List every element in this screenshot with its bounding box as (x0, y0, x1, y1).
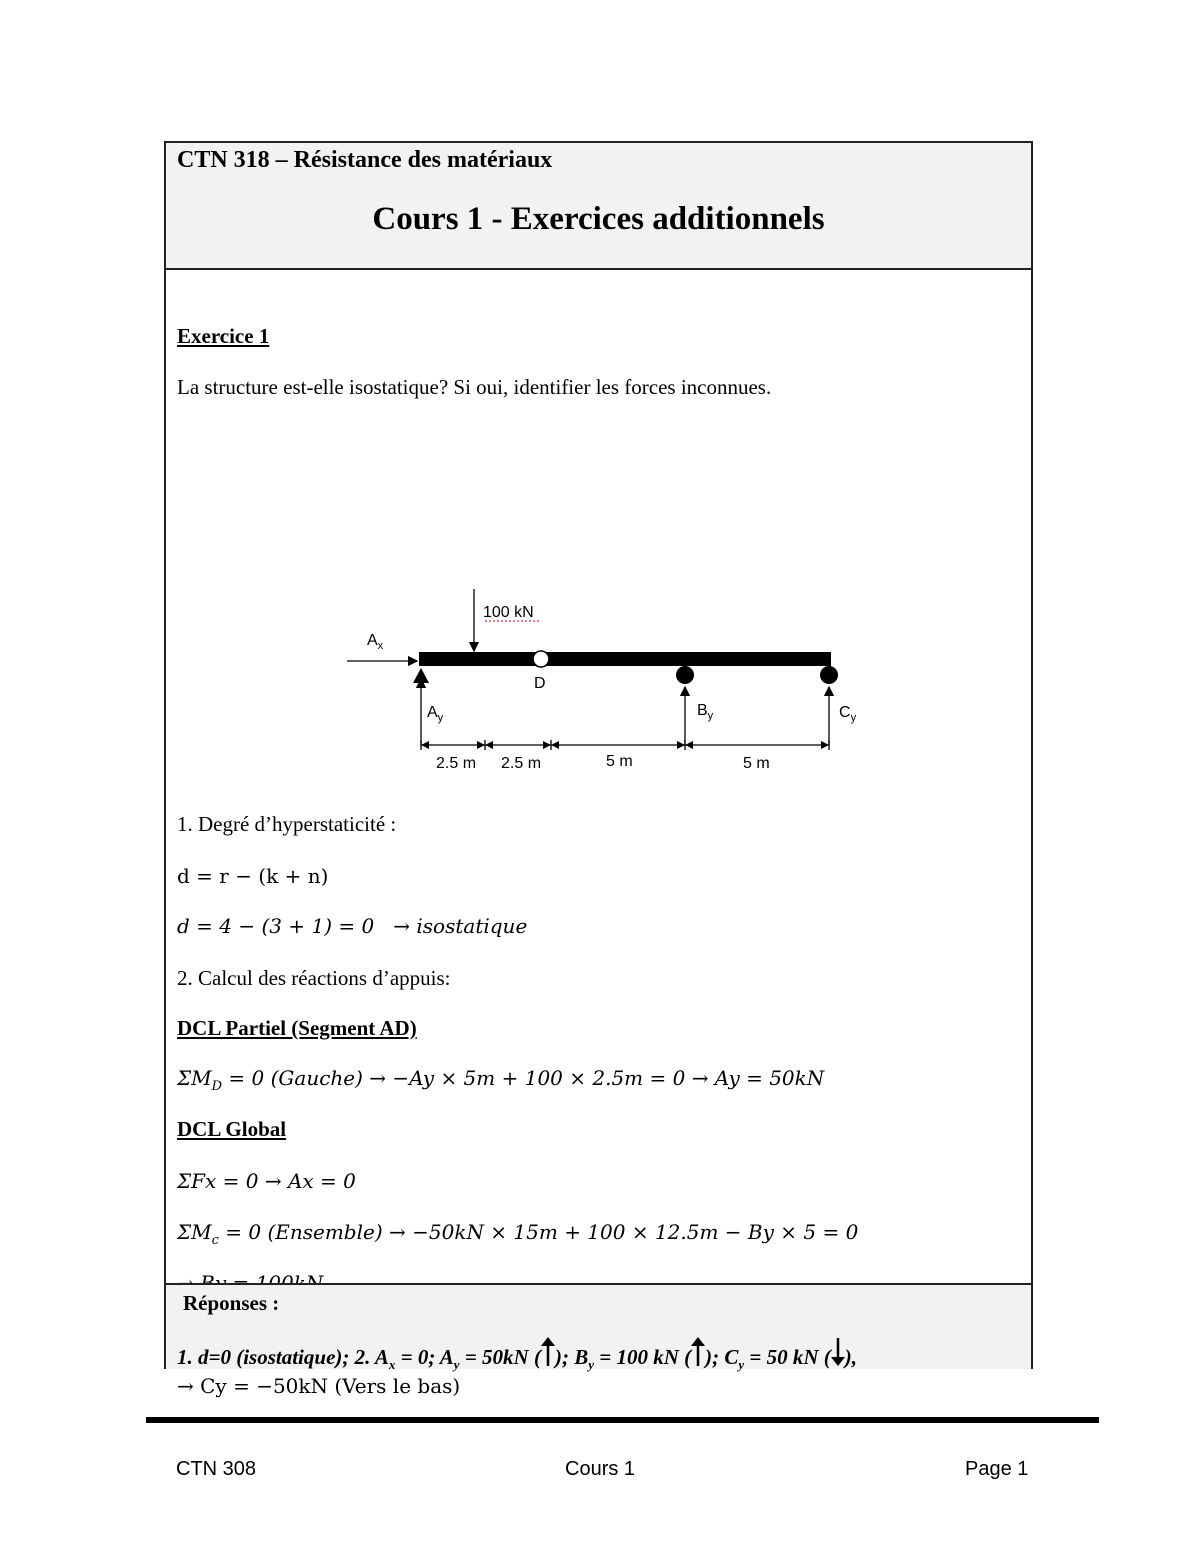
dcl-global-heading: DCL Global (177, 1117, 287, 1141)
header-box (166, 143, 1031, 270)
course-title: CTN 318 – Résistance des matériaux (177, 147, 553, 173)
by-label: $B_y$ (697, 702, 714, 722)
roller-c (820, 666, 838, 684)
footer-page-number: Page 1 (965, 1458, 1029, 1480)
exercise-heading: Exercice 1 (177, 324, 270, 348)
dim-label-4: 5 m (743, 755, 770, 772)
equation-cy-result: → Cy = −50kN (Vers le bas) (177, 1374, 461, 1398)
footer-center: Cours 1 (565, 1458, 636, 1480)
equation-moment-c: $\Sigma M_c = 0$ (Ensemble) → −50kN × 15m + 100 × 12.5m − By × 5 = 0 (177, 1220, 859, 1248)
exercise-sheet (164, 141, 1033, 1398)
equation-hyperstatic-formula: d = r − (k + n) (177, 864, 329, 888)
step-2: 2. Calcul des réactions d’appuis: (177, 966, 451, 990)
step-1: 1. Degré d’hyperstaticité : (177, 812, 397, 836)
hinge-d (533, 651, 549, 667)
beam-diagram (347, 575, 887, 775)
equation-sum-fx: ΣFx = 0 → Ax = 0 (177, 1169, 356, 1193)
equation-moment-d: $\Sigma M_D = 0$ (Gauche) → −Ay × 5m + 100 × 2.5m = 0 → Ay = 50kN (177, 1066, 825, 1094)
arrow-down-icon (831, 1337, 845, 1367)
ax-label: $A_x$ (367, 632, 384, 652)
exercise-question: La structure est-elle isostatique? Si oui, identifier les forces inconnues. (177, 375, 772, 399)
answers-title: Réponses : (183, 1291, 280, 1315)
hinge-label: D (534, 675, 546, 692)
page-title: Cours 1 - Exercices additionnels (372, 201, 825, 237)
beam (419, 652, 831, 666)
answers-line: 1. d=0 (isostatique); 2. $A_x = 0$; $A_y = 50kN$ ( ); $B_y = 100$ kN ( ); $C_y = 50$ kN ( ), (177, 1337, 857, 1373)
dcl-partiel-heading: DCL Partiel (Segment AD) (177, 1016, 417, 1040)
dim-label-3: 5 m (606, 753, 633, 770)
footer-left: CTN 308 (176, 1458, 257, 1480)
cy-label: $C_y$ (839, 704, 857, 724)
roller-b (676, 666, 694, 684)
equation-hyperstatic-value: d = 4 − (3 + 1) = 0 → isostatique (177, 914, 528, 938)
dim-label-2: 2.5 m (501, 755, 542, 772)
dimension-line (421, 740, 829, 750)
arrow-up-icon (691, 1337, 705, 1367)
load-label: 100 kN (483, 604, 534, 621)
answers-box (166, 1283, 1031, 1373)
dim-label-1: 2.5 m (436, 755, 477, 772)
footer-rule (146, 1417, 1099, 1423)
arrow-up-icon (541, 1337, 555, 1367)
ay-label: $A_y$ (427, 704, 444, 724)
